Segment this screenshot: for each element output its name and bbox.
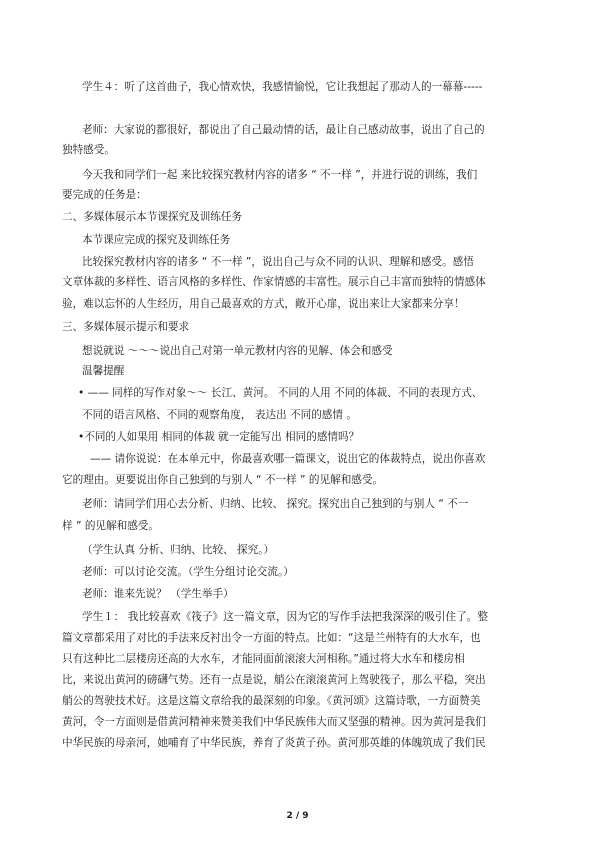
heading-2: 二、多媒体展示本节课探究及训练任务	[62, 211, 243, 223]
speak-line: 想说就说 ～～～说出自己对第一单元教材内容的见解、体会和感受	[82, 345, 393, 357]
bullet1-line2: 不同的语言风格、不同的观察角度， 表达出 不同的感情 。	[82, 409, 357, 421]
student1-line5: 艄公的驾驶技术好。这是这篇文章给我的最深刻的印象。《黄河颂》这篇诗歌，一方面赞美	[62, 695, 481, 707]
heading-3: 三、多媒体展示提示和要求	[62, 321, 190, 333]
student1-line1: 学生１： 我比较喜欢《筏子》这一篇文章，因为它的写作手法把我深深的吸引住了。整	[82, 611, 488, 623]
task-line2: 文章体裁的多样性、语言风格的多样性、作家情感的丰富性。展示自己丰富而独特的情感体	[62, 276, 486, 288]
student1-line6: 黄河，令一方面则是借黄河精神来赞美我们中华民族伟大而又坚强的精神。因为黄河是我们	[62, 716, 486, 728]
student1-line4: 比，来说出黄河的磅礴气势。还有一点是说，艄公在滚滚黄河上驾驶筏子，那么平稳，突出	[62, 674, 486, 686]
student1-line7: 中华民族的母亲河，她哺育了中华民族，养育了炎黄子孙。黄河那英雄的体魄筑成了我们民	[62, 737, 486, 749]
ask-line2: 它的理由。更要说出你自己独到的与别人 “ 不一样 ” 的见解和感受。	[62, 474, 384, 486]
teacher3-line: 老师：可以讨论交流。（学生分组讨论交流。）	[82, 566, 294, 578]
students-action: （学生认真 分析、归纳、比较、 探究。）	[82, 544, 275, 556]
teacher-line1: 老师：大家说的都很好，都说出了自己最动情的话，最让自己感动故事，说出了自己的	[82, 124, 485, 136]
teacher4-line: 老师：谁来先说？ （学生举手）	[82, 588, 234, 600]
bullet2-line1: •不同的人如果用 相同的体裁 就一定能写出 相同的感情吗？	[78, 431, 360, 443]
bullet1-line1: • —— 同样的写作对象～～ 长江、黄河。 不同的人用 不同的体裁、不同的表现方式、	[78, 387, 483, 399]
student1-line3: 只有这种比二层楼房还高的大水车，才能同面前滚滚大河相称。”通过将大水车和楼房相	[62, 653, 465, 665]
today-line2: 要完成的任务是：	[62, 189, 147, 201]
student4-line1: 学生４：听了这首曲子，我心情欢快，我感情愉悦，它让我想起了那动人的一幕幕-----	[82, 81, 483, 93]
teacher-line2: 独特感受。	[62, 144, 115, 156]
today-line1: 今天我和同学们一起 来比较探究教材内容的诸多 “ 不一样 ”，并进行说的训练，我们	[82, 169, 478, 181]
task-line1: 比较探究教材内容的诸多 “ 不一样 ”，说出自己与众不同的认识、理解和感受。感悟	[82, 256, 474, 268]
teacher2-line1: 老师：请同学们用心去分析、归纳、比较、 探究。探究出自己独到的与别人 “ 不一	[82, 498, 469, 510]
ask-line1: —— 请你说说：在本单元中，你最喜欢哪一篇课文，说出它的体裁特点，说出你喜欢	[90, 453, 486, 465]
task-title: 本节课应完成的探究及训练任务	[82, 234, 231, 246]
page-number: 2 / 9	[286, 811, 309, 821]
teacher2-line2: 样 ” 的见解和感受。	[62, 520, 159, 532]
student1-line2: 篇文章都采用了对比的手法来反衬出令一方面的特点。比如：“这是兰州特有的大水车，也	[62, 632, 481, 644]
tips-title: 温馨提醒	[82, 365, 125, 377]
task-line3: 验，难以忘怀的人生经历，用自己最喜欢的方式，敞开心扉，说出来让大家都来分享！	[62, 298, 465, 310]
